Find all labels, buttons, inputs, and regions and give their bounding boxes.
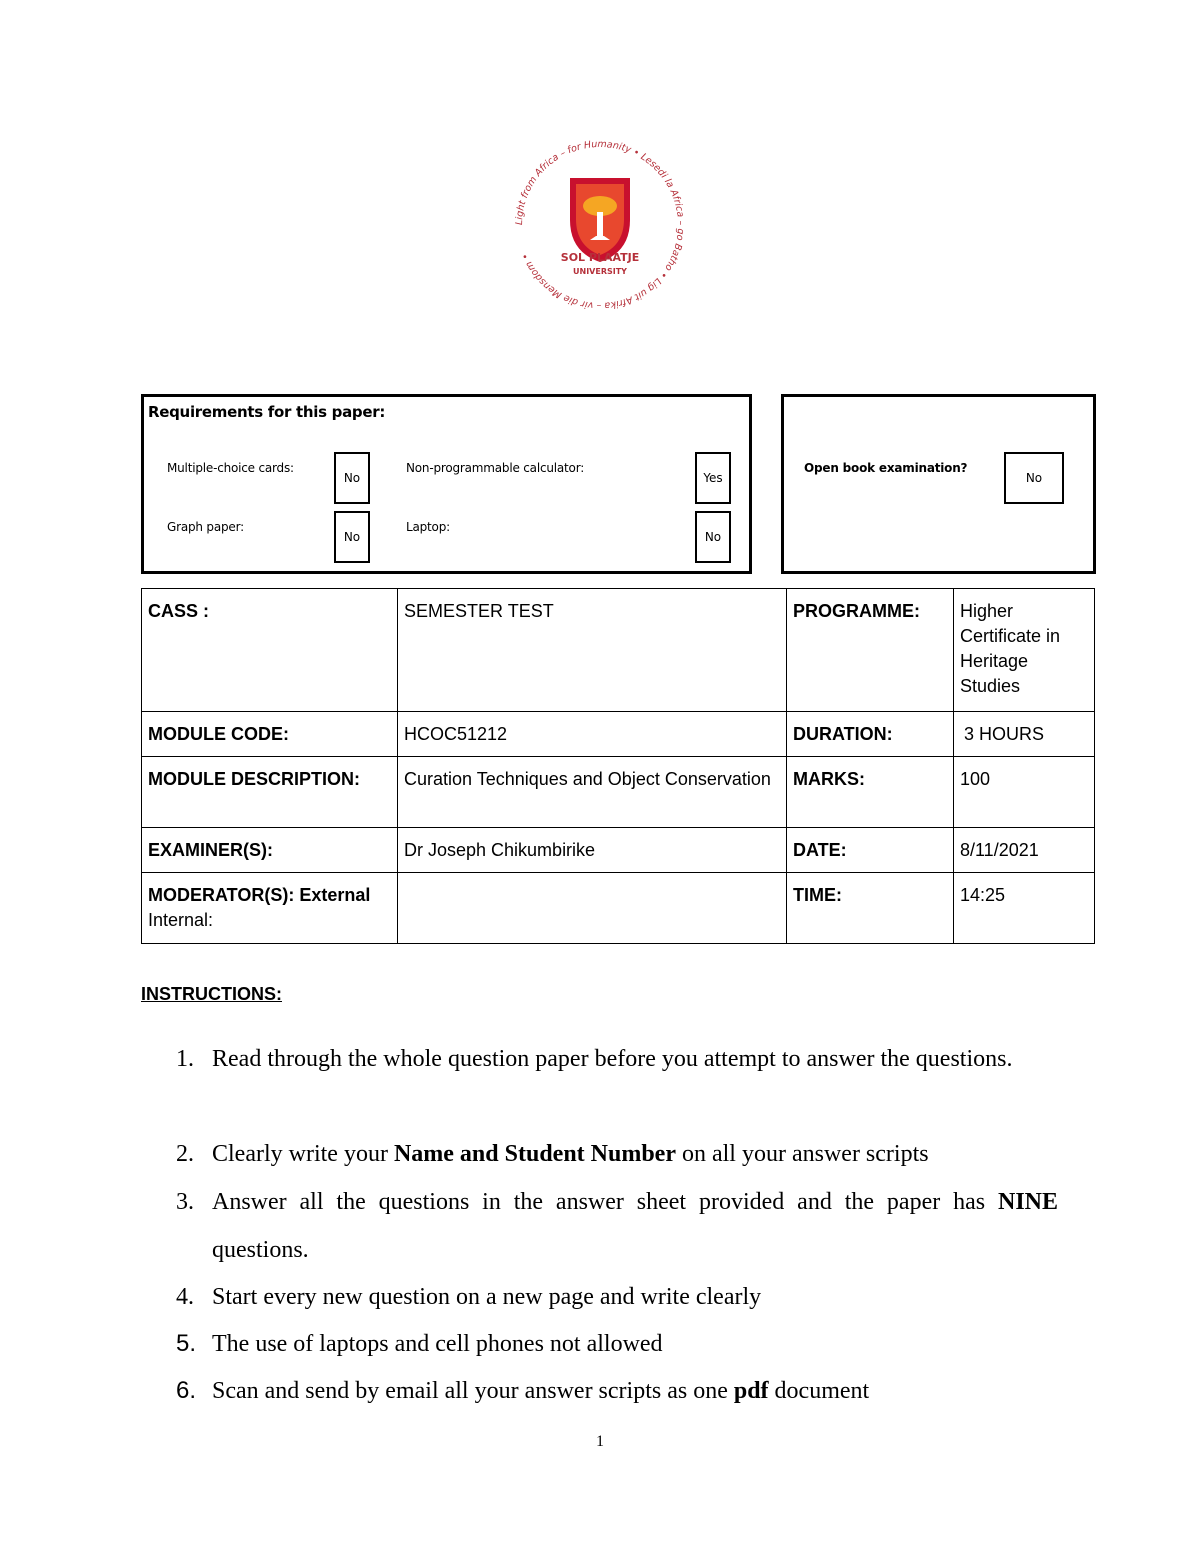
programme-label: PROGRAMME:	[787, 589, 954, 712]
open-book-label: Open book examination?	[804, 461, 968, 475]
moderator-value	[398, 873, 787, 944]
table-row	[142, 873, 1095, 944]
open-book-box	[781, 394, 1096, 574]
instruction-item	[176, 1130, 1058, 1178]
calculator-value: Yes	[695, 452, 731, 504]
instruction-text: The use of laptops and cell phones not allowed	[212, 1331, 663, 1357]
university-logo	[510, 140, 690, 310]
logo-name-line1: SOL PLAATJE	[560, 251, 640, 264]
instruction-number: 1.	[176, 1046, 194, 1072]
tree-trunk-shape	[597, 212, 603, 240]
instruction-number: 6.	[176, 1377, 197, 1404]
instruction-number: 5.	[176, 1330, 197, 1357]
time-value: 14:25	[954, 873, 1095, 944]
instruction-text-part: on all your answer scripts	[675, 1141, 929, 1167]
duration-label: DURATION:	[787, 712, 954, 757]
graph-paper-label: Graph paper:	[167, 520, 244, 534]
university-seal-icon	[510, 140, 690, 310]
cass-label: CASS :	[142, 589, 398, 712]
open-book-value: No	[1004, 452, 1064, 504]
instruction-text: Start every new question on a new page and write clearly	[212, 1284, 762, 1310]
module-code-value: HCOC51212	[398, 712, 787, 757]
examiner-value: Dr Joseph Chikumbirike	[398, 828, 787, 873]
instruction-text	[212, 1178, 1058, 1274]
logo-motto: Light from Africa – for Humanity • Lesedi la Africa – go Batho • Lig uit Afrika – vir die Mensdom •	[513, 140, 687, 310]
mc-cards-value: No	[334, 452, 370, 504]
module-description-label: MODULE DESCRIPTION:	[142, 757, 398, 828]
instruction-item	[176, 1320, 1058, 1368]
date-label: DATE:	[787, 828, 954, 873]
instruction-text-part: Scan and send by email all your answer scripts as one	[212, 1378, 734, 1404]
instruction-text-part: Answer all the questions in the answer sheet provided and the paper has	[212, 1189, 998, 1215]
time-label: TIME:	[787, 873, 954, 944]
duration-value: 3 HOURS	[954, 712, 1095, 757]
requirements-title: Requirements for this paper:	[148, 403, 386, 421]
instruction-number: 2.	[176, 1141, 194, 1167]
moderator-cell	[142, 873, 398, 944]
instruction-text	[212, 1367, 1058, 1415]
exam-info-table	[141, 588, 1095, 944]
moderator-label: MODERATOR(S): External	[148, 885, 371, 905]
table-row	[142, 828, 1095, 873]
instruction-text	[212, 1130, 1058, 1178]
programme-value: Higher Certificate in Heritage Studies	[954, 589, 1095, 712]
instruction-number: 4.	[176, 1284, 194, 1310]
date-value: 8/11/2021	[954, 828, 1095, 873]
table-row	[142, 589, 1095, 712]
page-number: 1	[596, 1433, 604, 1450]
marks-label: MARKS:	[787, 757, 954, 828]
examiner-label: EXAMINER(S):	[142, 828, 398, 873]
requirements-box	[141, 394, 752, 574]
instruction-item	[176, 1035, 1058, 1083]
calculator-label: Non-programmable calculator:	[406, 461, 585, 475]
laptop-label: Laptop:	[406, 520, 450, 534]
marks-value: 100	[954, 757, 1095, 828]
table-row	[142, 757, 1095, 828]
logo-name-line2: UNIVERSITY	[573, 267, 627, 276]
instruction-text-part: questions.	[212, 1237, 309, 1263]
graph-paper-value: No	[334, 511, 370, 563]
instruction-emphasis: NINE	[997, 1189, 1058, 1215]
laptop-value: No	[695, 511, 731, 563]
instruction-item	[176, 1273, 1058, 1321]
moderator-internal-label: Internal:	[148, 910, 214, 930]
table-row	[142, 712, 1095, 757]
instructions-heading: INSTRUCTIONS:	[141, 984, 282, 1004]
instruction-text-part: document	[768, 1378, 870, 1404]
module-description-value: Curation Techniques and Object Conservation	[398, 757, 787, 828]
cass-value: SEMESTER TEST	[398, 589, 787, 712]
instruction-emphasis: pdf	[733, 1378, 769, 1404]
module-code-label: MODULE CODE:	[142, 712, 398, 757]
mc-cards-label: Multiple-choice cards:	[167, 461, 294, 475]
instruction-number: 3.	[176, 1189, 194, 1215]
instruction-emphasis: Name and Student Number	[393, 1141, 676, 1167]
instruction-text: Read through the whole question paper before you attempt to answer the questions.	[212, 1046, 1013, 1072]
instruction-text-part: Clearly write your	[212, 1141, 394, 1167]
instruction-item	[176, 1178, 1058, 1274]
instruction-item	[176, 1367, 1058, 1415]
